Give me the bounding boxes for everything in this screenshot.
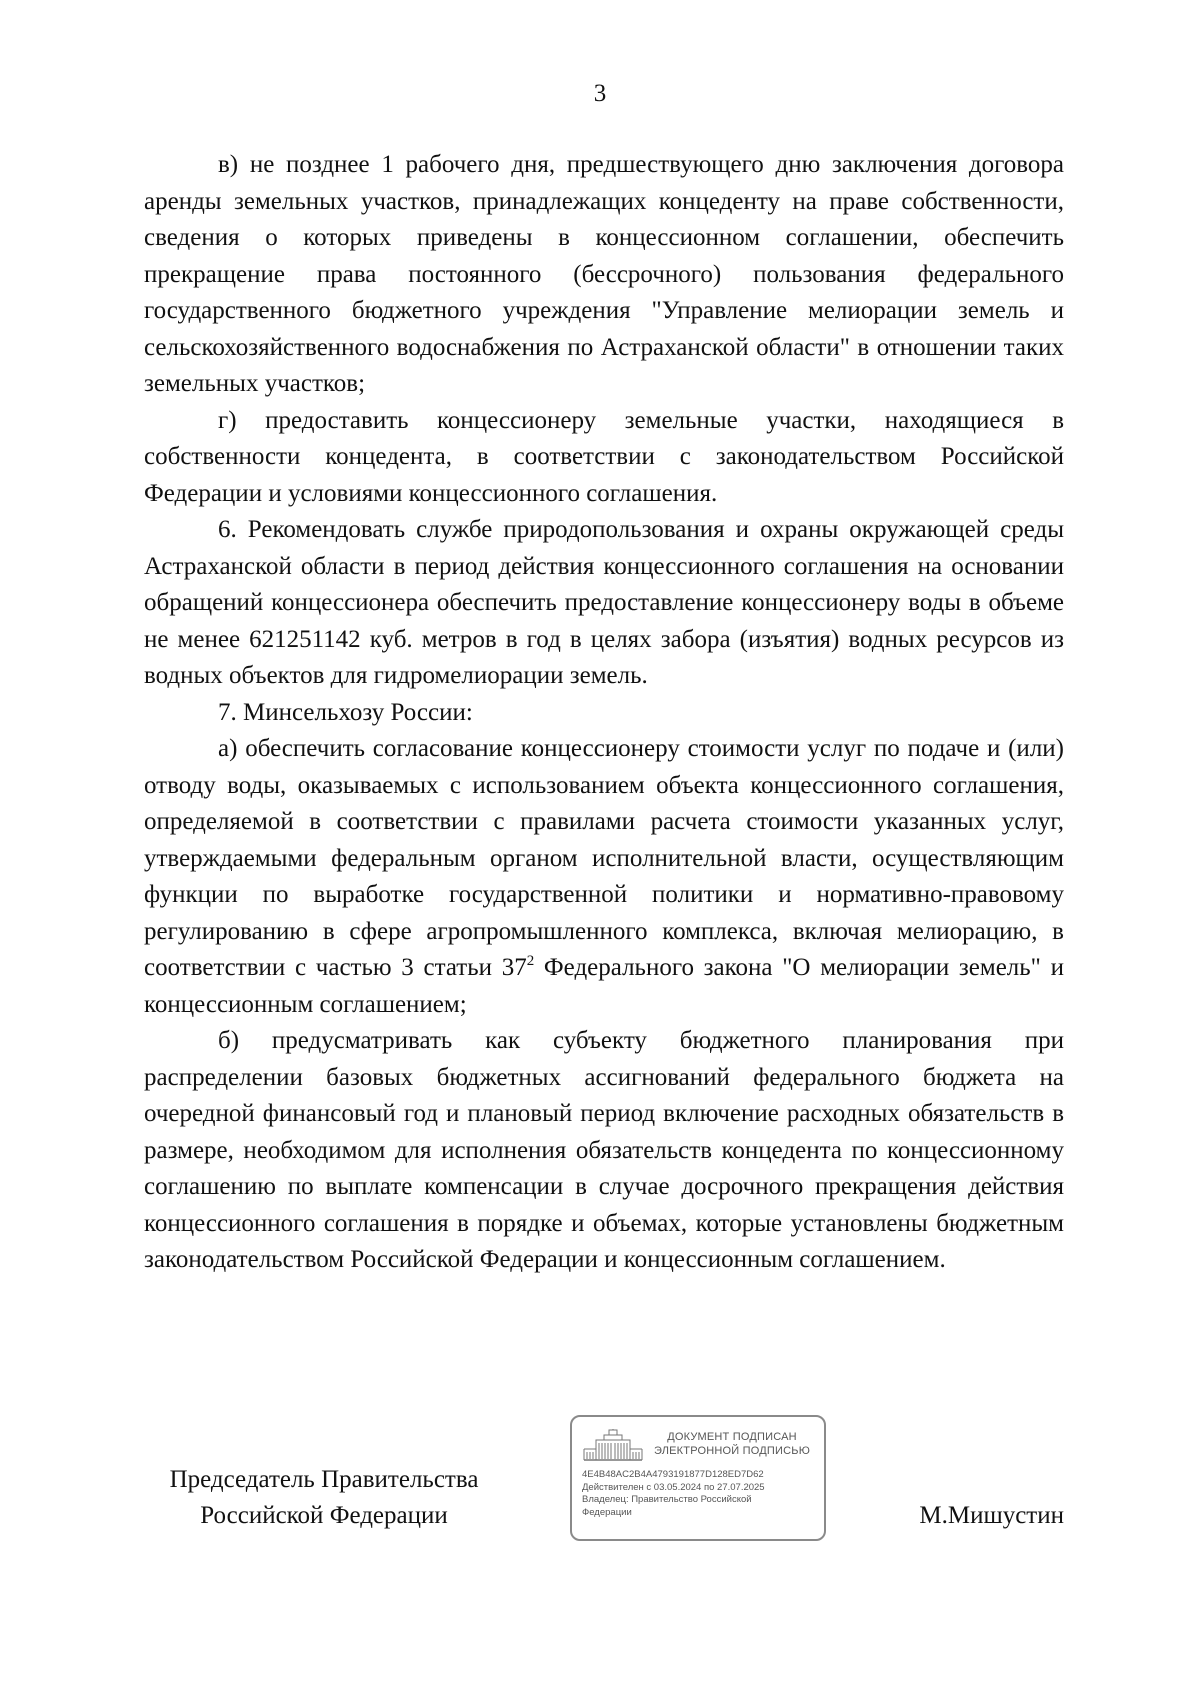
paragraph-a-text-end: Федерального закона "О мелиорации земель" и концессионным соглашением; bbox=[144, 954, 1064, 1018]
paragraph-b: б) предусматривать как субъекту бюджетного планирования при распределении базовых бюджетных ассигнований федерального бюджета на очередной финансовый год и плановый период включение расходных обязательств в размере, необходимом для исполнения обязательств концедента по концессионному соглашению по выплате компенсации в случае досрочного прекращения действия концессионного соглашения в порядке и объемах, которые установлены бюджетным законодательством Российской Федерации и концессионным соглашением. bbox=[144, 1027, 1064, 1273]
document-body bbox=[144, 147, 1064, 1279]
paragraph-g: г) предоставить концессионеру земельные участки, находящиеся в собственности концедента, в соответствии с законодательством Российской Федерации и условиями концессионного соглашения. bbox=[144, 406, 1064, 507]
signatory-position-line-2: Российской Федерации bbox=[200, 1502, 448, 1529]
electronic-signature-stamp bbox=[570, 1415, 826, 1541]
stamp-details bbox=[582, 1469, 818, 1519]
stamp-title-line-1: ДОКУМЕНТ ПОДПИСАН bbox=[667, 1431, 797, 1443]
stamp-title-line-2: ЭЛЕКТРОННОЙ ПОДПИСЬЮ bbox=[653, 1445, 811, 1457]
article-superscript: 2 bbox=[526, 953, 535, 969]
paragraph-a bbox=[144, 731, 1064, 1023]
stamp-certificate: 4E4B48AC2B4A4793191877D128ED7D62 bbox=[582, 1469, 764, 1480]
stamp-validity: Действителен с 03.05.2024 по 27.07.2025 bbox=[582, 1481, 765, 1493]
paragraph-v: в) не позднее 1 рабочего дня, предшествующего дню заключения договора аренды земельных участков, принадлежащих концеденту на праве собственности, сведения о которых приведены в концессионном соглашении, обеспечить прекращение права постоянного (бессрочного) пользования федерального государственного бюджетного учреждения "Управление мелиорации земель и сельскохозяйственного водоснабжения по Астраханской области" в отношении таких земельных участков; bbox=[144, 151, 1064, 397]
paragraph-7: 7. Минсельхозу России: bbox=[218, 698, 473, 726]
government-building-icon bbox=[582, 1429, 644, 1463]
signatory-position bbox=[144, 1462, 504, 1534]
stamp-title bbox=[642, 1430, 822, 1458]
stamp-owner-line-2: Федерации bbox=[582, 1506, 632, 1518]
stamp-owner-line-1: Владелец: Правительство Российской bbox=[582, 1494, 752, 1505]
page-number: 3 bbox=[593, 80, 607, 107]
signatory-name: М.Мишустин bbox=[919, 1502, 1064, 1529]
paragraph-6: 6. Рекомендовать службе природопользования и охраны окружающей среды Астраханской области в период действия концессионного соглашения на основании обращений концессионера обеспечить предоставление концессионеру воды в объеме не менее 621251142 куб. метров в год в целях забора (изъятия) водных ресурсов из водных объектов для гидромелиорации земель. bbox=[144, 516, 1064, 689]
signatory-position-line-1: Председатель Правительства bbox=[169, 1466, 479, 1493]
paragraph-a-text: а) обеспечить согласование концессионеру стоимости услуг по подаче и (или) отводу воды, оказываемых с использованием объекта концессионного соглашения, определяемой в соответствии с правилами расчета стоимости указанных услуг, утверждаемыми федеральным органом исполнительной власти, осуществляющим функции по выработке государственной политики и нормативно-правовому регулированию в сфере агропромышленного комплекса, включая мелиорацию, в соответствии с частью 3 статьи 37 bbox=[144, 735, 1064, 981]
